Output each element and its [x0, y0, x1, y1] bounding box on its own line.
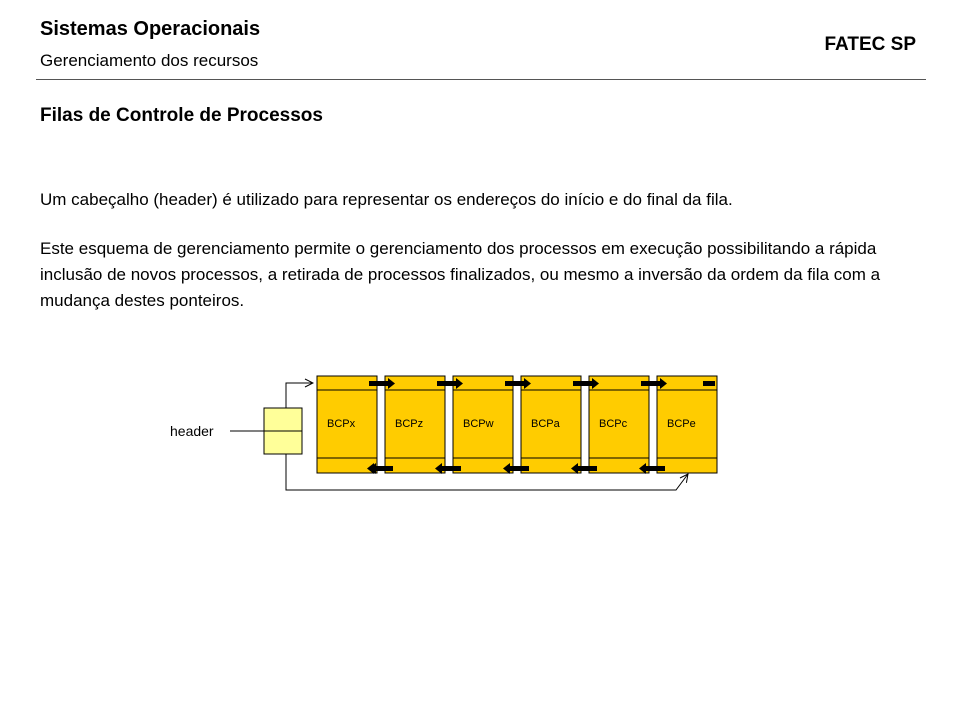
header-label: header: [170, 423, 214, 439]
node-bcpw: [453, 376, 513, 473]
node-bcpz: [385, 376, 445, 473]
node-bcpe: [657, 376, 717, 473]
header-start-connector: [286, 383, 313, 408]
node-bcpc: [589, 376, 649, 473]
node-label: BCPz: [395, 418, 424, 430]
brand-label: FATEC SP: [824, 34, 916, 55]
paragraph-header-description: Um cabeçalho (header) é utilizado para representar os endereços do início e do final da fila.: [40, 190, 733, 209]
node-label: BCPe: [667, 418, 696, 430]
node-bcpa: [521, 376, 581, 473]
slide-subtitle: Gerenciamento dos recursos: [40, 51, 259, 70]
forward-pointer: [703, 381, 715, 386]
node-label: BCPw: [463, 418, 494, 430]
section-heading: Filas de Controle de Processos: [40, 105, 323, 126]
node-label: BCPx: [327, 418, 356, 430]
header-box: [264, 408, 302, 454]
node-bcpx: [317, 376, 377, 473]
slide-title: Sistemas Operacionais: [40, 18, 261, 40]
paragraph-management-scheme: Este esquema de gerenciamento permite o gerenciamento dos processos em execução possibilitando a rápida inclusão de novos processos, a retirada de processos finalizados, ou mesmo a inversão da ordem da fila com a mudança destes ponteiros.: [40, 239, 881, 310]
node-label: BCPc: [599, 418, 628, 430]
node-label: BCPa: [531, 418, 560, 430]
queue-nodes: [317, 376, 717, 473]
